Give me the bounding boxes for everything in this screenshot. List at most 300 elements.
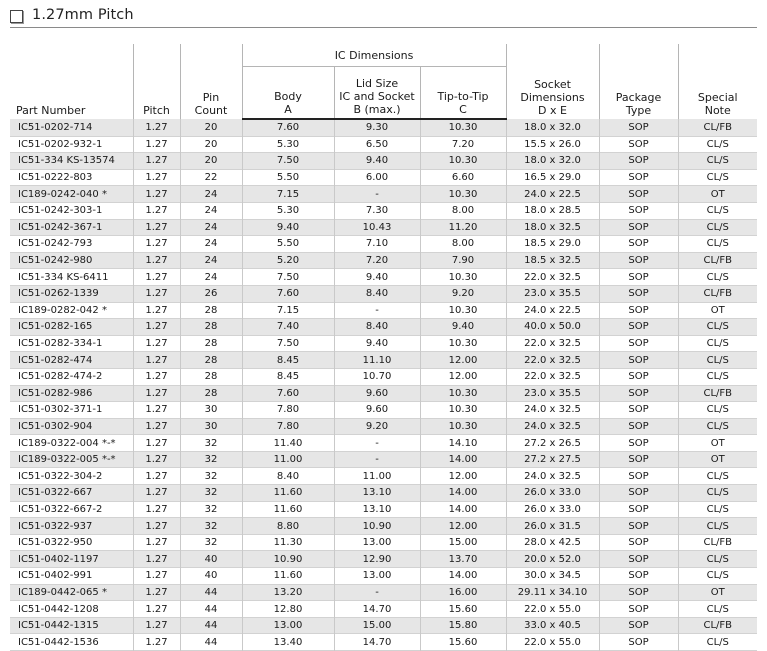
pitch-cell: 1.27 [133, 385, 180, 402]
pitch-cell: 1.27 [133, 435, 180, 452]
part-number-cell: IC189-0322-004 *-* [18, 437, 116, 449]
part-number-cell: IC51-0322-937 [18, 520, 93, 532]
lid-size-cell: - [334, 451, 420, 468]
special-note-cell: CL/FB [678, 617, 757, 634]
pitch-cell: 1.27 [133, 302, 180, 319]
col-header-tip-to-tip: Tip-to-Tip C [420, 67, 506, 120]
pitch-cell: 1.27 [133, 501, 180, 518]
tip-to-tip-cell: 15.80 [420, 617, 506, 634]
table-row [10, 368, 757, 385]
tip-to-tip-cell: 10.30 [420, 302, 506, 319]
tip-to-tip-cell: 14.00 [420, 451, 506, 468]
pitch-cell: 1.27 [133, 319, 180, 336]
lid-size-cell: - [334, 302, 420, 319]
col-header-pin-count: Pin Count [180, 44, 242, 119]
socket-dimensions-cell: 22.0 x 32.5 [506, 368, 599, 385]
package-type-cell: SOP [599, 501, 678, 518]
tip-to-tip-cell: 15.60 [420, 634, 506, 651]
tip-to-tip-cell: 12.00 [420, 368, 506, 385]
pin-count-cell: 24 [180, 202, 242, 219]
package-type-cell: SOP [599, 153, 678, 170]
socket-dimensions-cell: 26.0 x 33.0 [506, 485, 599, 502]
tip-to-tip-cell: 10.30 [420, 418, 506, 435]
special-note-cell: OT [678, 584, 757, 601]
tip-to-tip-cell: 8.00 [420, 236, 506, 253]
pin-count-cell: 40 [180, 568, 242, 585]
package-type-cell: SOP [599, 468, 678, 485]
lid-size-cell: 6.00 [334, 169, 420, 186]
lid-size-cell: - [334, 584, 420, 601]
part-number-cell: IC51-0302-904 [18, 420, 93, 432]
table-row [10, 617, 757, 634]
col-header-pitch: Pitch [133, 44, 180, 119]
socket-dimensions-cell: 16.5 x 29.0 [506, 169, 599, 186]
lid-size-cell: 9.40 [334, 153, 420, 170]
body-cell: 9.40 [242, 219, 334, 236]
package-type-cell: SOP [599, 601, 678, 618]
col-group-ic-dimensions: IC Dimensions [242, 44, 506, 67]
pitch-cell: 1.27 [133, 551, 180, 568]
package-type-cell: SOP [599, 368, 678, 385]
socket-dimensions-cell: 27.2 x 27.5 [506, 451, 599, 468]
package-type-cell: SOP [599, 302, 678, 319]
pitch-cell: 1.27 [133, 119, 180, 136]
socket-dimensions-cell: 30.0 x 34.5 [506, 568, 599, 585]
package-type-cell: SOP [599, 352, 678, 369]
table-row [10, 153, 757, 170]
special-note-cell: CL/FB [678, 252, 757, 269]
pin-count-cell: 28 [180, 302, 242, 319]
body-cell: 5.30 [242, 202, 334, 219]
special-note-cell: CL/FB [678, 534, 757, 551]
part-number-cell: IC51-0282-474-2 [18, 371, 103, 383]
special-note-cell: CL/FB [678, 119, 757, 136]
col-header-lid-size: Lid Size IC and Socket B (max.) [334, 67, 420, 120]
special-note-cell: CL/S [678, 202, 757, 219]
special-note-cell: OT [678, 435, 757, 452]
part-number-cell: IC51-0282-986 [18, 387, 93, 399]
part-number-cell: IC189-0282-042 * [18, 304, 107, 316]
lid-size-cell: 9.30 [334, 119, 420, 136]
package-type-cell: SOP [599, 584, 678, 601]
body-cell: 12.80 [242, 601, 334, 618]
body-cell: 13.40 [242, 634, 334, 651]
special-note-cell: CL/S [678, 136, 757, 153]
socket-dimensions-cell: 22.0 x 32.5 [506, 352, 599, 369]
body-cell: 7.60 [242, 119, 334, 136]
body-cell: 11.30 [242, 534, 334, 551]
tip-to-tip-cell: 7.90 [420, 252, 506, 269]
lid-size-cell: 11.00 [334, 468, 420, 485]
pin-count-cell: 22 [180, 169, 242, 186]
package-type-cell: SOP [599, 119, 678, 136]
special-note-cell: OT [678, 451, 757, 468]
special-note-cell: CL/S [678, 568, 757, 585]
part-number-cell: IC51-0322-950 [18, 537, 93, 549]
pin-count-cell: 30 [180, 402, 242, 419]
lid-size-cell: 14.70 [334, 601, 420, 618]
table-row [10, 501, 757, 518]
lid-size-cell: 9.60 [334, 385, 420, 402]
table-row [10, 435, 757, 452]
special-note-cell: CL/S [678, 551, 757, 568]
part-number-cell: IC51-334 KS-6411 [18, 271, 109, 283]
package-type-cell: SOP [599, 385, 678, 402]
package-type-cell: SOP [599, 617, 678, 634]
package-type-cell: SOP [599, 551, 678, 568]
part-number-cell: IC51-0322-304-2 [18, 470, 103, 482]
package-type-cell: SOP [599, 186, 678, 203]
part-number-cell: IC51-0442-1536 [18, 636, 99, 648]
special-note-cell: CL/S [678, 402, 757, 419]
lid-size-cell: 9.20 [334, 418, 420, 435]
pitch-cell: 1.27 [133, 136, 180, 153]
lid-size-cell: 7.20 [334, 252, 420, 269]
lid-size-cell: 6.50 [334, 136, 420, 153]
special-note-cell: CL/FB [678, 385, 757, 402]
socket-dimensions-cell: 18.5 x 29.0 [506, 236, 599, 253]
part-number-cell: IC51-0402-991 [18, 570, 93, 582]
body-cell: 5.50 [242, 169, 334, 186]
table-row [10, 468, 757, 485]
pin-count-cell: 24 [180, 186, 242, 203]
table-row [10, 285, 757, 302]
tip-to-tip-cell: 14.00 [420, 485, 506, 502]
special-note-cell: CL/S [678, 335, 757, 352]
socket-dimensions-cell: 18.0 x 32.0 [506, 153, 599, 170]
pitch-cell: 1.27 [133, 153, 180, 170]
tip-to-tip-cell: 6.60 [420, 169, 506, 186]
package-type-cell: SOP [599, 169, 678, 186]
table-row [10, 302, 757, 319]
pitch-cell: 1.27 [133, 534, 180, 551]
package-type-cell: SOP [599, 335, 678, 352]
special-note-cell: OT [678, 302, 757, 319]
package-type-cell: SOP [599, 568, 678, 585]
page-title: 1.27mm Pitch [32, 7, 134, 23]
pitch-cell: 1.27 [133, 169, 180, 186]
lid-size-cell: 13.00 [334, 568, 420, 585]
lid-size-cell: 11.10 [334, 352, 420, 369]
body-cell: 8.40 [242, 468, 334, 485]
tip-to-tip-cell: 10.30 [420, 186, 506, 203]
socket-dimensions-cell: 24.0 x 32.5 [506, 468, 599, 485]
table-row [10, 236, 757, 253]
socket-dimensions-cell: 23.0 x 35.5 [506, 285, 599, 302]
package-type-cell: SOP [599, 451, 678, 468]
tip-to-tip-cell: 14.10 [420, 435, 506, 452]
table-row [10, 485, 757, 502]
table-row [10, 634, 757, 651]
pin-count-cell: 28 [180, 335, 242, 352]
section-header [10, 4, 134, 26]
part-number-cell: IC51-0242-303-1 [18, 205, 103, 217]
col-header-package-type: Package Type [599, 44, 678, 119]
tip-to-tip-cell: 8.00 [420, 202, 506, 219]
special-note-cell: CL/S [678, 236, 757, 253]
socket-dimensions-cell: 18.0 x 32.0 [506, 119, 599, 136]
table-row [10, 402, 757, 419]
body-cell: 7.60 [242, 385, 334, 402]
table-row [10, 385, 757, 402]
pin-count-cell: 32 [180, 468, 242, 485]
package-type-cell: SOP [599, 252, 678, 269]
pitch-cell: 1.27 [133, 252, 180, 269]
package-type-cell: SOP [599, 435, 678, 452]
table-row [10, 186, 757, 203]
special-note-cell: CL/S [678, 501, 757, 518]
part-number-cell: IC51-0282-474 [18, 354, 93, 366]
pitch-cell: 1.27 [133, 584, 180, 601]
package-type-cell: SOP [599, 485, 678, 502]
lid-size-cell: - [334, 435, 420, 452]
socket-dimensions-cell: 22.0 x 32.5 [506, 269, 599, 286]
tip-to-tip-cell: 7.20 [420, 136, 506, 153]
pitch-cell: 1.27 [133, 236, 180, 253]
table-row [10, 518, 757, 535]
body-cell: 10.90 [242, 551, 334, 568]
pitch-cell: 1.27 [133, 285, 180, 302]
package-type-cell: SOP [599, 634, 678, 651]
package-type-cell: SOP [599, 518, 678, 535]
lid-size-cell: 13.10 [334, 485, 420, 502]
table-row [10, 352, 757, 369]
pin-count-cell: 32 [180, 451, 242, 468]
pitch-spec-table [10, 44, 757, 651]
package-type-cell: SOP [599, 402, 678, 419]
lid-size-cell: 10.43 [334, 219, 420, 236]
special-note-cell: CL/S [678, 468, 757, 485]
socket-dimensions-cell: 26.0 x 31.5 [506, 518, 599, 535]
body-cell: 8.45 [242, 368, 334, 385]
pitch-cell: 1.27 [133, 368, 180, 385]
pitch-cell: 1.27 [133, 418, 180, 435]
body-cell: 7.60 [242, 285, 334, 302]
socket-dimensions-cell: 22.0 x 55.0 [506, 601, 599, 618]
pin-count-cell: 24 [180, 269, 242, 286]
special-note-cell: CL/S [678, 518, 757, 535]
body-cell: 13.20 [242, 584, 334, 601]
part-number-cell: IC51-0442-1208 [18, 603, 99, 615]
lid-size-cell: 15.00 [334, 617, 420, 634]
socket-dimensions-cell: 40.0 x 50.0 [506, 319, 599, 336]
pin-count-cell: 28 [180, 385, 242, 402]
pitch-cell: 1.27 [133, 335, 180, 352]
special-note-cell: CL/S [678, 368, 757, 385]
pitch-cell: 1.27 [133, 186, 180, 203]
col-header-part-number: Part Number [16, 104, 86, 117]
socket-dimensions-cell: 27.2 x 26.5 [506, 435, 599, 452]
socket-dimensions-cell: 18.5 x 32.5 [506, 252, 599, 269]
socket-dimensions-cell: 28.0 x 42.5 [506, 534, 599, 551]
tip-to-tip-cell: 12.00 [420, 518, 506, 535]
pin-count-cell: 44 [180, 617, 242, 634]
table-row [10, 319, 757, 336]
pin-count-cell: 28 [180, 368, 242, 385]
socket-dimensions-cell: 24.0 x 32.5 [506, 402, 599, 419]
body-cell: 11.00 [242, 451, 334, 468]
socket-dimensions-cell: 22.0 x 32.5 [506, 335, 599, 352]
tip-to-tip-cell: 11.20 [420, 219, 506, 236]
socket-dimensions-cell: 24.0 x 32.5 [506, 418, 599, 435]
pitch-cell: 1.27 [133, 617, 180, 634]
lid-size-cell: 10.70 [334, 368, 420, 385]
pitch-cell: 1.27 [133, 402, 180, 419]
part-number-cell: IC51-0242-793 [18, 238, 93, 250]
pin-count-cell: 32 [180, 485, 242, 502]
table-row [10, 335, 757, 352]
tip-to-tip-cell: 10.30 [420, 153, 506, 170]
socket-dimensions-cell: 15.5 x 26.0 [506, 136, 599, 153]
lid-size-cell: - [334, 186, 420, 203]
col-header-body: Body A [242, 67, 334, 120]
pin-count-cell: 30 [180, 418, 242, 435]
table-row [10, 219, 757, 236]
special-note-cell: CL/S [678, 169, 757, 186]
table-row [10, 451, 757, 468]
package-type-cell: SOP [599, 285, 678, 302]
package-type-cell: SOP [599, 219, 678, 236]
pitch-cell: 1.27 [133, 634, 180, 651]
pin-count-cell: 40 [180, 551, 242, 568]
socket-dimensions-cell: 18.0 x 28.5 [506, 202, 599, 219]
body-cell: 11.60 [242, 568, 334, 585]
special-note-cell: CL/S [678, 319, 757, 336]
col-header-special-note: Special Note [678, 44, 757, 119]
pitch-cell: 1.27 [133, 568, 180, 585]
special-note-cell: CL/S [678, 485, 757, 502]
body-cell: 8.45 [242, 352, 334, 369]
lid-size-cell: 7.10 [334, 236, 420, 253]
part-number-cell: IC189-0442-065 * [18, 586, 107, 598]
checkbox-icon[interactable] [10, 10, 23, 23]
table-row [10, 169, 757, 186]
pin-count-cell: 32 [180, 435, 242, 452]
special-note-cell: CL/S [678, 153, 757, 170]
part-number-cell: IC189-0242-040 * [18, 188, 107, 200]
part-number-cell: IC51-0262-1339 [18, 288, 99, 300]
special-note-cell: CL/S [678, 418, 757, 435]
part-number-cell: IC51-0242-980 [18, 255, 93, 267]
pin-count-cell: 28 [180, 319, 242, 336]
body-cell: 7.50 [242, 335, 334, 352]
package-type-cell: SOP [599, 418, 678, 435]
pin-count-cell: 32 [180, 534, 242, 551]
body-cell: 7.15 [242, 186, 334, 203]
pitch-cell: 1.27 [133, 219, 180, 236]
special-note-cell: CL/S [678, 634, 757, 651]
package-type-cell: SOP [599, 202, 678, 219]
pin-count-cell: 28 [180, 352, 242, 369]
table-row [10, 119, 757, 136]
special-note-cell: CL/FB [678, 285, 757, 302]
lid-size-cell: 8.40 [334, 319, 420, 336]
tip-to-tip-cell: 15.00 [420, 534, 506, 551]
tip-to-tip-cell: 10.30 [420, 335, 506, 352]
pin-count-cell: 26 [180, 285, 242, 302]
socket-dimensions-cell: 24.0 x 22.5 [506, 186, 599, 203]
part-number-cell: IC51-0282-165 [18, 321, 93, 333]
body-cell: 7.80 [242, 418, 334, 435]
tip-to-tip-cell: 12.00 [420, 352, 506, 369]
package-type-cell: SOP [599, 319, 678, 336]
pin-count-cell: 20 [180, 119, 242, 136]
table-body [10, 119, 757, 651]
table-row [10, 269, 757, 286]
socket-dimensions-cell: 18.0 x 32.5 [506, 219, 599, 236]
socket-dimensions-cell: 20.0 x 52.0 [506, 551, 599, 568]
package-type-cell: SOP [599, 236, 678, 253]
body-cell: 5.20 [242, 252, 334, 269]
table-row [10, 568, 757, 585]
special-note-cell: OT [678, 186, 757, 203]
pin-count-cell: 20 [180, 153, 242, 170]
part-number-cell: IC51-0302-371-1 [18, 404, 103, 416]
tip-to-tip-cell: 9.20 [420, 285, 506, 302]
pin-count-cell: 24 [180, 236, 242, 253]
pin-count-cell: 24 [180, 219, 242, 236]
lid-size-cell: 13.10 [334, 501, 420, 518]
socket-dimensions-cell: 22.0 x 55.0 [506, 634, 599, 651]
lid-size-cell: 14.70 [334, 634, 420, 651]
body-cell: 5.50 [242, 236, 334, 253]
special-note-cell: CL/S [678, 269, 757, 286]
part-number-cell: IC51-334 KS-13574 [18, 155, 115, 167]
body-cell: 11.60 [242, 501, 334, 518]
pin-count-cell: 44 [180, 584, 242, 601]
table-row [10, 418, 757, 435]
pitch-cell: 1.27 [133, 468, 180, 485]
tip-to-tip-cell: 12.00 [420, 468, 506, 485]
table-row [10, 601, 757, 618]
table-row [10, 202, 757, 219]
pitch-cell: 1.27 [133, 352, 180, 369]
table-row [10, 584, 757, 601]
tip-to-tip-cell: 16.00 [420, 584, 506, 601]
socket-dimensions-cell: 24.0 x 22.5 [506, 302, 599, 319]
tip-to-tip-cell: 10.30 [420, 269, 506, 286]
table-row [10, 534, 757, 551]
part-number-cell: IC51-0322-667-2 [18, 503, 103, 515]
package-type-cell: SOP [599, 269, 678, 286]
lid-size-cell: 10.90 [334, 518, 420, 535]
body-cell: 7.40 [242, 319, 334, 336]
pitch-cell: 1.27 [133, 202, 180, 219]
part-number-cell: IC51-0202-932-1 [18, 138, 103, 150]
lid-size-cell: 9.40 [334, 269, 420, 286]
part-number-cell: IC51-0242-367-1 [18, 221, 103, 233]
body-cell: 11.40 [242, 435, 334, 452]
special-note-cell: CL/S [678, 352, 757, 369]
pin-count-cell: 32 [180, 501, 242, 518]
pitch-cell: 1.27 [133, 518, 180, 535]
tip-to-tip-cell: 10.30 [420, 119, 506, 136]
table-row [10, 252, 757, 269]
table-row [10, 551, 757, 568]
lid-size-cell: 8.40 [334, 285, 420, 302]
tip-to-tip-cell: 13.70 [420, 551, 506, 568]
socket-dimensions-cell: 23.0 x 35.5 [506, 385, 599, 402]
body-cell: 8.80 [242, 518, 334, 535]
part-number-cell: IC51-0322-667 [18, 487, 93, 499]
tip-to-tip-cell: 9.40 [420, 319, 506, 336]
body-cell: 13.00 [242, 617, 334, 634]
part-number-cell: IC51-0202-714 [18, 121, 93, 133]
tip-to-tip-cell: 10.30 [420, 385, 506, 402]
pin-count-cell: 32 [180, 518, 242, 535]
socket-dimensions-cell: 29.11 x 34.10 [506, 584, 599, 601]
body-cell: 11.60 [242, 485, 334, 502]
